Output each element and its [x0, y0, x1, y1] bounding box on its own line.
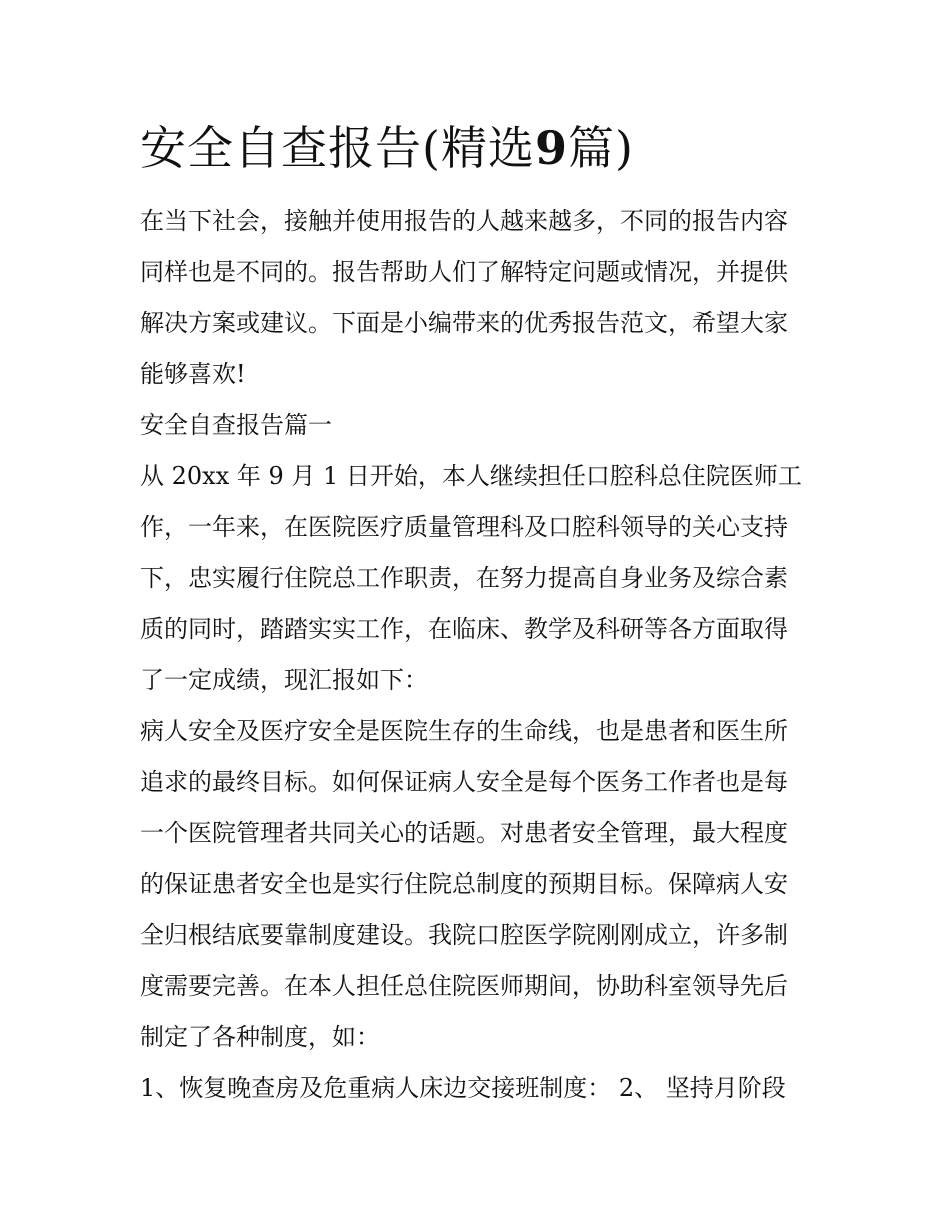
paragraph-1-line-2: 作，一年来，在医院医疗质量管理科及口腔科领导的关心支持: [140, 513, 788, 541]
paragraph-2-line-3: 一个医院管理者共同关心的话题。对患者安全管理，最大程度: [140, 819, 788, 847]
intro-line-4: 能够喜欢!: [140, 360, 246, 388]
intro-line-2: 同样也是不同的。报告帮助人们了解特定问题或情况，并提供: [140, 258, 788, 286]
paragraph-2-line-2: 追求的最终目标。如何保证病人安全是每个医务工作者也是每: [140, 768, 788, 796]
section-heading: 安全自查报告篇一: [140, 411, 332, 439]
title-prefix: 安全自查报告(精选: [140, 121, 535, 175]
title-number: 9: [534, 121, 568, 175]
paragraph-2-line-6: 度需要完善。在本人担任总住院医师期间，协助科室领导先后: [140, 972, 788, 1000]
list-line-1: 1、恢复晚查房及危重病人床边交接班制度： 2、 坚持月阶段: [140, 1074, 786, 1102]
title-suffix: 篇): [567, 121, 634, 175]
document-title: [140, 118, 840, 178]
paragraph-1-line-5: 了一定成绩，现汇报如下：: [140, 666, 428, 694]
paragraph-1-line-1: 从 20xx 年 9 月 1 日开始，本人继续担任口腔科总住院医师工: [140, 462, 802, 490]
paragraph-2-line-5: 全归根结底要靠制度建设。我院口腔医学院刚刚成立，许多制: [140, 921, 788, 949]
intro-line-3: 解决方案或建议。下面是小编带来的优秀报告范文，希望大家: [140, 309, 788, 337]
paragraph-2-line-7: 制定了各种制度，如：: [140, 1023, 380, 1051]
paragraph-1-line-4: 质的同时，踏踏实实工作，在临床、教学及科研等各方面取得: [140, 615, 788, 643]
paragraph-2-line-4: 的保证患者安全也是实行住院总制度的预期目标。保障病人安: [140, 870, 788, 898]
intro-line-1: 在当下社会，接触并使用报告的人越来越多，不同的报告内容: [140, 207, 788, 235]
paragraph-2-line-1: 病人安全及医疗安全是医院生存的生命线，也是患者和医生所: [140, 717, 788, 745]
paragraph-1-line-3: 下，忠实履行住院总工作职责，在努力提高自身业务及综合素: [140, 564, 788, 592]
